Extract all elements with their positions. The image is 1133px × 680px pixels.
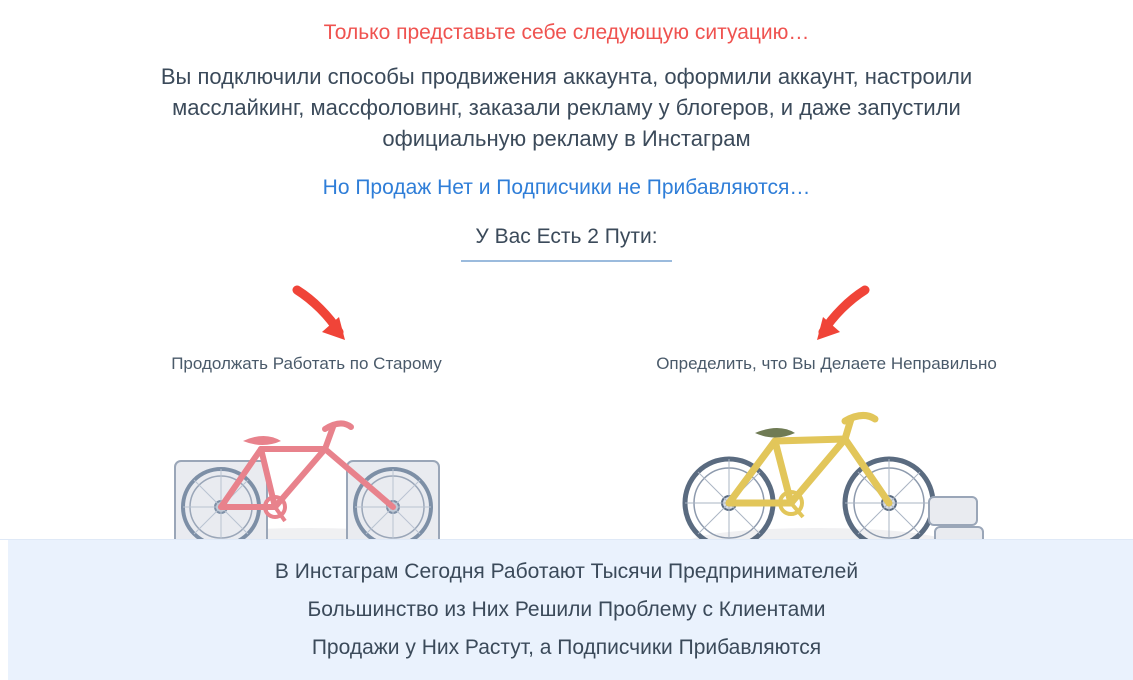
red-arrow-down-right-icon: [801, 280, 873, 350]
path-column-fix-way: [617, 280, 1037, 565]
headline-red: Только представьте себе следующую ситуацию…: [323, 21, 810, 44]
red-arrow-down-left-icon: [289, 280, 361, 350]
two-ways-heading: У Вас Есть 2 Пути:: [461, 225, 671, 262]
footer-line-1: В Инстаграм Сегодня Работают Тысячи Предпринимателей: [274, 560, 859, 583]
path-column-old-way: [97, 280, 517, 565]
path-label-old-way: Продолжать Работать по Старому: [171, 354, 442, 373]
path-label-fix-way: Определить, что Вы Делаете Неправильно: [656, 354, 997, 373]
left-white-rail: [0, 540, 8, 680]
headline-blue: Но Продаж Нет и Подписчики не Прибавляются…: [322, 176, 811, 199]
footer-banner: [0, 539, 1133, 680]
paths-columns: [0, 280, 1133, 565]
intro-paragraph: Вы подключили способы продвижения аккаунта, оформили аккаунт, настроили масслайкинг, массфоловинг, заказали рекламу у блогеров, и даже запустили официальную рекламу в Инстаграм: [160, 64, 973, 151]
footer-line-2: Большинство из Них Решили Проблему с Клиентами: [307, 598, 826, 621]
two-ways-wrapper: [0, 225, 1133, 262]
footer-line-3: Продажи у Них Растут, а Подписчики Прибавляются: [311, 636, 822, 659]
intro-section: [0, 0, 1133, 262]
